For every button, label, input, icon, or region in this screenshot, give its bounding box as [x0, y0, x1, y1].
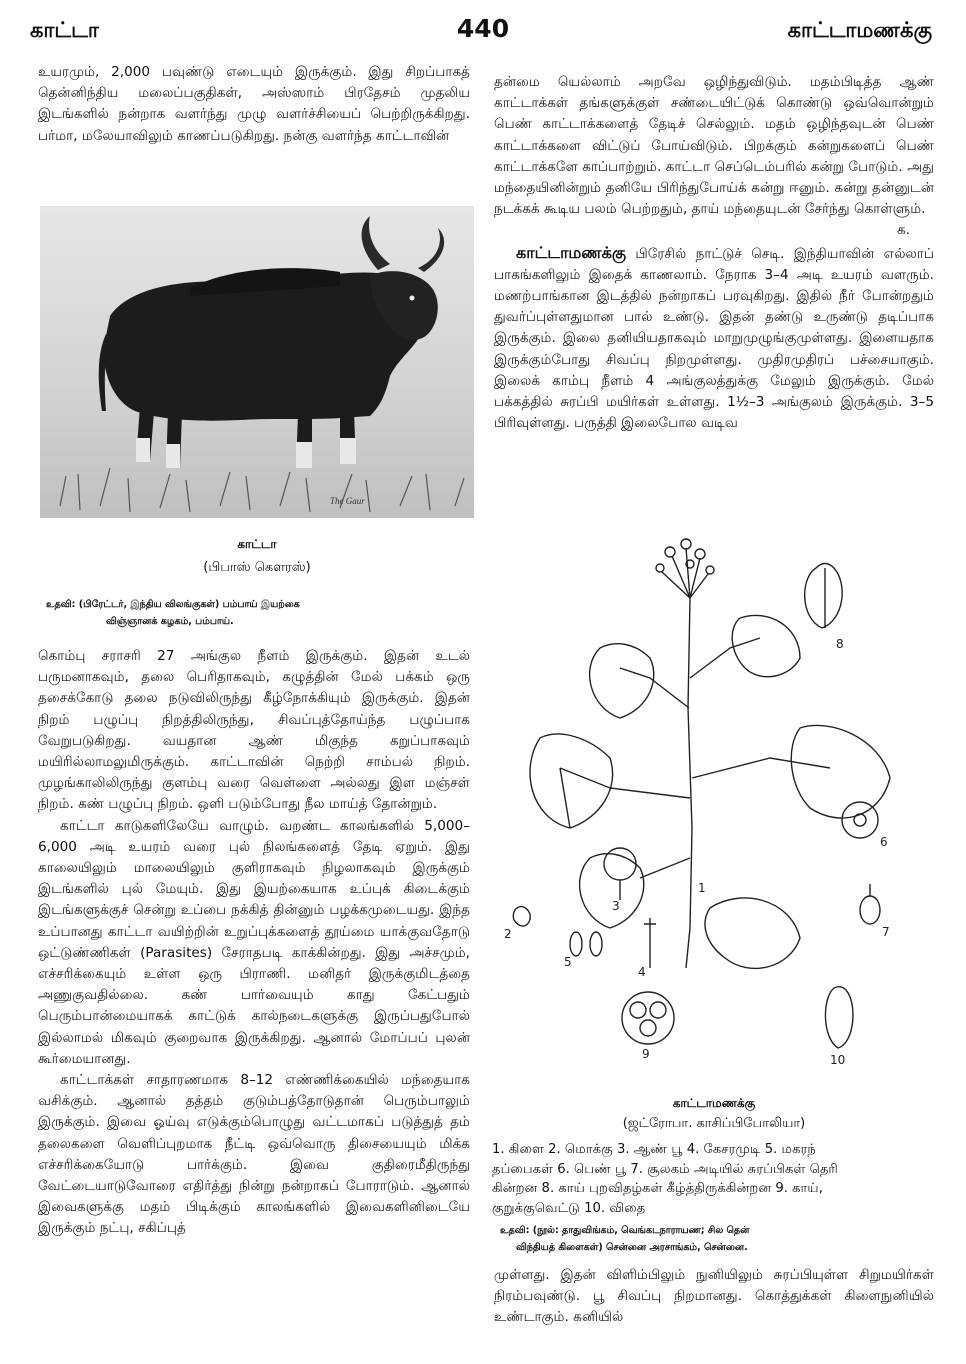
photo-credit-line: விஞ்ஞானக் கழகம், பம்பாய்.	[106, 616, 234, 627]
figure-label: 6	[880, 835, 888, 849]
capsule-icon	[805, 564, 843, 629]
plant-caption-title: காட்டாமணக்கு	[672, 1096, 756, 1110]
left-column-top	[38, 62, 470, 147]
page-number: 440	[456, 14, 510, 43]
figure-label: 1	[698, 881, 706, 895]
left-column-bottom	[38, 646, 470, 1240]
anthers-icon	[570, 932, 602, 956]
plant-caption-scientific: (ஜட்ரோபா. காசிப்பிபோலியா)	[622, 1116, 806, 1131]
figure-label: 3	[612, 899, 620, 913]
seed-icon	[825, 987, 853, 1048]
figure-label: 4	[638, 965, 646, 979]
paragraph: காட்டாக்கள் சாதாரணமாக 8–12 எண்ணிக்கையில் மந்தையாக வசிக்கும். ஆனால் தத்தம் குடும்பத்தோடுதான் பெரும்பாலும் இருக்கும். இவை ஓய்வு எடுக்கும்பொழுது வட்டமாகப் படுத்துத் தம் தலைகளை வெளிப்புறமாக நீட்டி ஒவ்வொரு திசையையும் மிக்க எச்சரிக்கையோடு பார்க்கும். இவை குதிரைமீதிருந்து வேட்டையாடுவோரை எதிர்த்து நின்று நன்றாகப் போராடும். ஆனால் இவைகளுக்கு மதம் பிடிக்கும் காலங்களில் இவைகளினிடையே இருக்கும் நட்பு, சகிப்புத்	[38, 1072, 470, 1237]
paragraph: தன்மை யெல்லாம் அறவே ஒழிந்துவிடும். மதம்பிடித்த ஆண் காட்டாக்கள் தங்களுக்குள் சண்டையிட்டுக் கொண்டு ஒவ்வொன்றும் பெண் காட்டாக்களைத் தேடிச் செல்லும். மதம் ஒழிந்தவுடன் பெண் காட்டாக்களை விட்டுப் போய்விடும். பிறக்கும் கன்றுகளைப் பெண் காட்டாக்களே காப்பாற்றும். காட்டா செப்டெம்பரில் கன்று போடும். அது மந்தையினின்றும் தனியே பிரிந்துபோய்க் கன்று ஈனும். கன்று தன்னுடன் நடக்கக் கூடிய பலம் பெற்றதும், தாய் மந்தையுடன் சேர்ந்து கொள்ளும்.	[494, 74, 934, 218]
right-column-bottom	[494, 1265, 934, 1329]
photo-credit-line: உதவி: (பிரேட்டர், இந்திய விலங்குகள்) பம்பாய் இயற்கை	[46, 599, 300, 610]
legend-line: குறுக்குவெட்டு 10. விதை	[492, 1200, 646, 1216]
photo-inset-label: The Gaur	[330, 496, 365, 506]
jatropha-drawing	[500, 528, 918, 1088]
figure-label: 7	[882, 925, 890, 939]
photo-caption-scientific: (பிபாஸ் கௌரஸ்)	[203, 560, 311, 575]
figure-label: 5	[564, 955, 572, 969]
ovary-icon	[860, 884, 880, 924]
plant-legend	[492, 1140, 934, 1218]
entry-headword: காட்டாமணக்கு	[516, 242, 627, 262]
paragraph: உயரமும், 2,000 பவுண்டு எடையும் இருக்கும். இது சிறப்பாகத் தென்னிந்திய மலைப்பகுதிகள், அஸ்ஸாம் பிரதேசம் முதலிய இடங்களில் நன்றாக வளர்ந்து முழு வளர்ச்சியைப் பெற்றிருக்கிறது. பர்மா, மலேயாவிலும் காணப்படுகிறது. நன்கு வளர்ந்த காட்டாவின்	[38, 64, 470, 144]
plant-credit	[500, 1222, 920, 1256]
running-head-left: காட்டா	[30, 18, 99, 42]
plant-branch-icon	[530, 539, 890, 968]
plant-credit-line: விந்தியத் கிளைகள்) சென்னை அரசாங்கம், சென்னை.	[516, 1242, 748, 1253]
author-initial: க.	[896, 222, 910, 239]
paragraph: பிரேசில் நாட்டுச் செடி. இந்தியாவின் எல்லாப் பாகங்களிலும் இதைக் காணலாம். நேராக 3–4 அடி உயரம் வளரும். மணற்பாங்கான இடத்தில் நன்றாகப் பரவுகிறது. இதில் நீர் போன்றதும் துவர்ப்புள்ளதுமான பால் உண்டு. இதன் தண்டு உருண்டு தடிப்பாக இருக்கும். இலை தனியியதாகவும் மாறுமுழுங்குமுள்ளது. இளையதாக இருக்கும்போது சிவப்பு நிறமுள்ளது. முதிரமுதிரப் பச்சையாகும். இலைக் காம்பு நீளம் 4 அங்குலத்துக்கு மேலும் இருக்கும். மேல் பக்கத்தில் சுரப்பி மயிர்கள் உள்ளது. 1½–3 அங்குலம் இருக்கும். 3–5 பிரிவுள்ளது. பருத்தி இலைபோல வடிவ	[494, 245, 934, 432]
paragraph: கொம்பு சராசரி 27 அங்குல நீளம் இருக்கும். இதன் உடல் பருமனாகவும், தலை பெரிதாகவும், கழுத்தின் மேல் பக்கம் ஒரு தசைக்கோடு தலை நடுவிலிருந்து கீழ்நோக்கியும் இருக்கும். இதன் நிறம் பழுப்பு நிறத்திலிருந்து, சிவப்புத்தோய்ந்த பழுப்பாக வேறுபடுகிறது. வயதான ஆண் மிகுந்த கறுப்பாகவும் மயிரில்லாமலுமிருக்கும். காட்டாவின் நெற்றி சாம்பல் நிறம். முழங்காலிலிருந்து குளம்பு வரை வெள்ளை அல்லது இள மஞ்சள் நிறம். கண் பழுப்பு நிறம். ஒளி படும்போது நீல மாய்த் தோன்றும்.	[38, 648, 470, 813]
fruit-cross-section-icon	[622, 992, 674, 1044]
figure-label: 2	[504, 927, 512, 941]
female-flower-icon	[842, 802, 878, 838]
figure-label: 10	[830, 1053, 846, 1067]
paragraph: காட்டா காடுகளிலேயே வாழும். வறண்ட காலங்களில் 5,000–6,000 அடி உயரம் வரை புல் நிலங்களைத் தேடி ஏறும். இது காலையிலும் மாலையிலும் குளிராகவும் நிழலாகவும் இருக்கும் இடங்களில் புல் மேயும். இது இயற்கையாக உப்புக் கிடைக்கும் இடங்களுக்குச் சென்று உப்பை நக்கித் தின்னும் பழக்கமுடையது. இந்த உப்பானது காட்டா வயிற்றின் உறுப்புக்களைத் தூய்மை யாக்குவதோடு ஒட்டுண்ணிகள் (Parasites) சேராதபடி காக்கின்றது. இது அச்சமும், எச்சரிக்கையும் உள்ள ஒரு பிராணி. மனிதர் இருக்குமிடத்தை அணுகுவதில்லை. கண் பார்வையும் காது கேட்பதும் பெரும்பான்மையாகக் காட்டுக் கால்நடைகளுக்கு இருப்பதுபோல் இல்லாமல் மிகவும் குறைவாக இருக்கிறது. ஆனால் மோப்பப் புலன் கூர்மையானது.	[38, 817, 470, 1067]
right-column-top	[494, 72, 934, 434]
figure-label: 8	[836, 637, 844, 651]
bud-icon	[513, 907, 530, 926]
figure-label: 9	[642, 1047, 650, 1061]
stamen-column-icon	[644, 918, 656, 968]
plant-credit-line: உதவி: (நூல்: தாதுவிங்கம், வெங்கடநாராயண; சில தென்	[500, 1225, 750, 1236]
running-head-right: காட்டாமணக்கு	[787, 18, 932, 42]
legend-line: கின்றன 8. காய் புறவிதழ்கள் கீழ்த்திருக்கின்றன 9. காய்,	[492, 1181, 823, 1196]
photo-caption-title: காட்டா	[237, 537, 277, 551]
legend-line: தப்பைகள் 6. பெண் பூ 7. சூலகம் அடியில் சுரப்பிகள் தெரி	[492, 1161, 838, 1177]
paragraph: முள்ளது. இதன் விளிம்பிலும் நுனியிலும் சுரப்பியுள்ள சிறுமயிர்கள் நிரம்பவுண்டு. பூ சிவப்பு நிறமானது. கொத்துக்கள் கிளைநுனியில் உண்டாகும். கனியில்	[494, 1267, 934, 1326]
photo-credit	[46, 596, 468, 630]
gaur-photo	[40, 206, 474, 518]
legend-line: 1. கிளை 2. மொக்கு 3. ஆண் பூ 4. கேசரமுடி 5. மகரந்	[492, 1142, 816, 1157]
